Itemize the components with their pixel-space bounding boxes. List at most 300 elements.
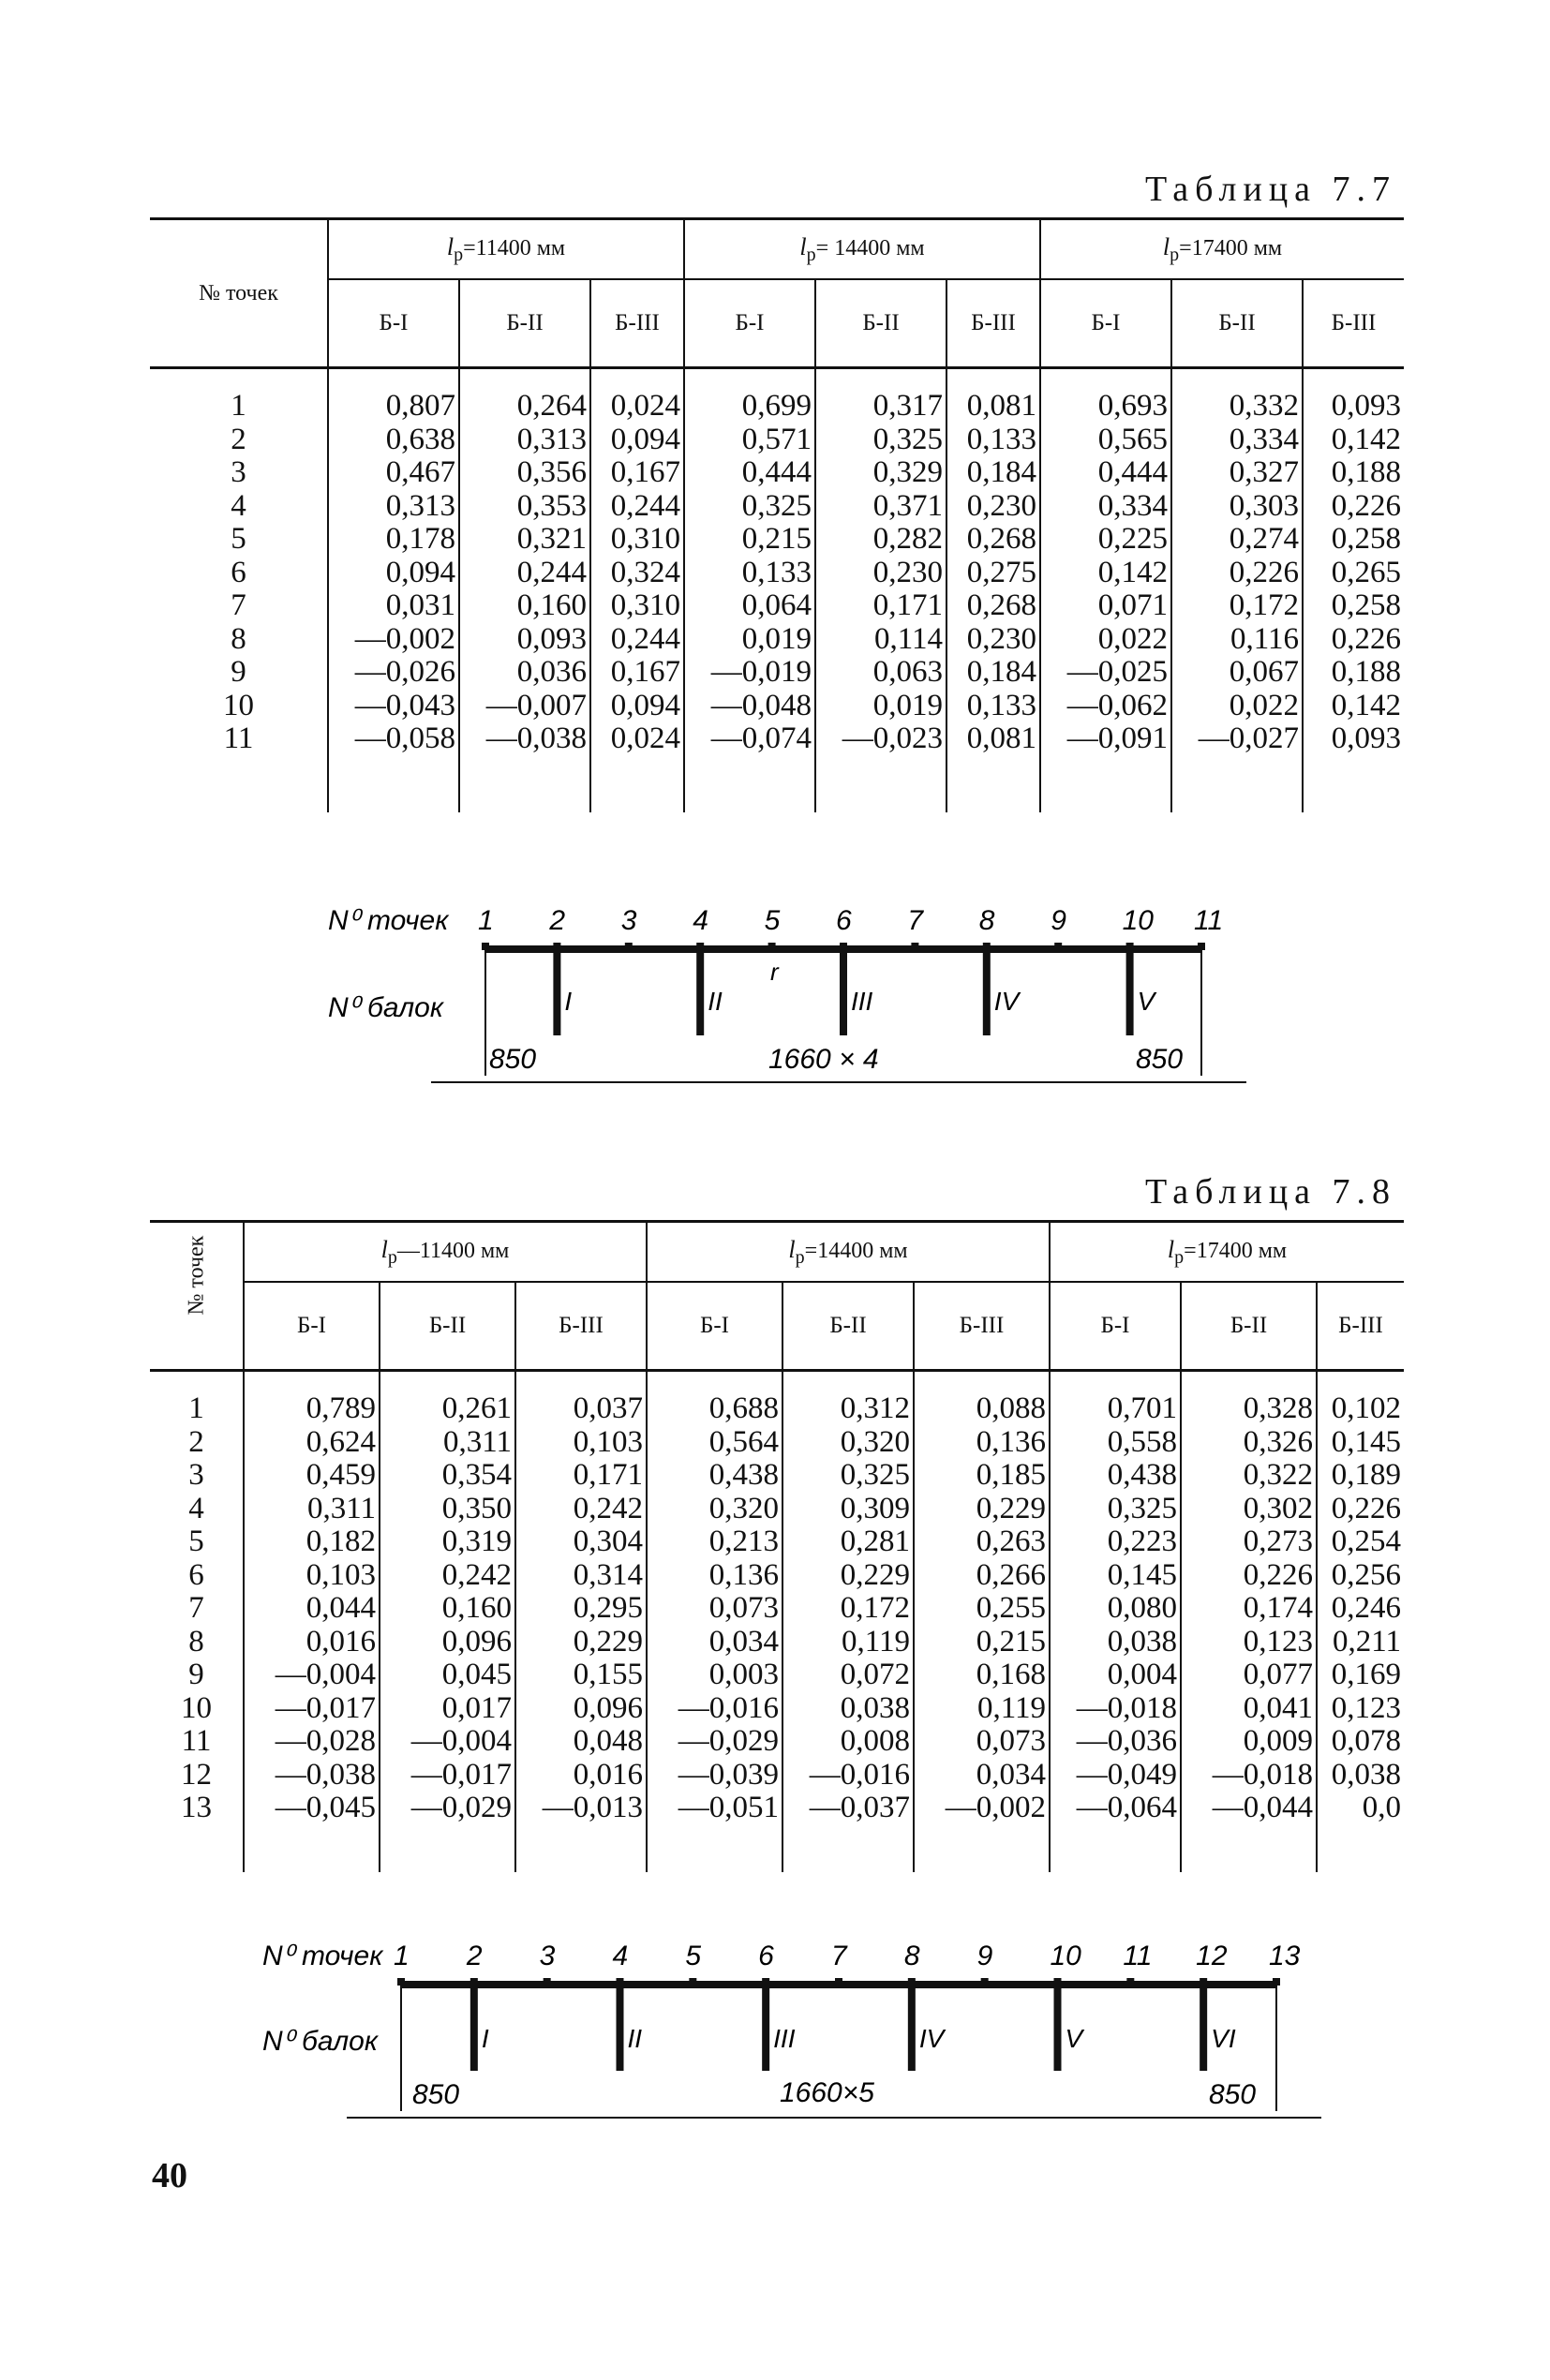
value-cell: 0,160 (380, 1592, 515, 1626)
value-cell: 0,022 (1040, 623, 1171, 657)
spacer-cell (914, 1825, 1050, 1872)
value-cell: 0,174 (1181, 1592, 1317, 1626)
group-rest: =14400 мм (804, 1238, 908, 1263)
point-number-cell: 12 (181, 1757, 212, 1792)
column-header: Б-III (1317, 1282, 1404, 1371)
table-7-8 (150, 1220, 1404, 1872)
table-row (150, 623, 1404, 657)
value-cell: 0,184 (946, 456, 1040, 490)
value-cell: 0,256 (1317, 1559, 1404, 1593)
beam (617, 1985, 624, 2071)
value-cell: 0,155 (515, 1659, 647, 1692)
value-cell: —0,064 (1050, 1792, 1181, 1825)
beams-label: N⁰ балок (262, 2026, 379, 2057)
group-sub: р (795, 1246, 805, 1268)
spacer-cell (1181, 1825, 1317, 1872)
value-cell: 0,304 (515, 1525, 647, 1559)
value-cell: 0,024 (590, 722, 684, 756)
value-cell: 0,263 (914, 1525, 1050, 1559)
group-l: l (788, 1235, 796, 1263)
value-cell: —0,019 (684, 656, 815, 690)
value-cell: 0,350 (380, 1493, 515, 1526)
value-cell: —0,038 (459, 722, 590, 756)
value-cell: 0,230 (946, 623, 1040, 657)
value-cell: 0,071 (1040, 589, 1171, 623)
value-cell: 0,295 (515, 1592, 647, 1626)
beam-diagram-7-7-svg (281, 890, 1312, 1106)
spacer-cell (946, 756, 1040, 812)
point-label: 2 (549, 905, 566, 936)
point-label: 3 (620, 905, 637, 936)
value-cell: 0,116 (1171, 623, 1303, 657)
value-cell: —0,044 (1181, 1792, 1317, 1825)
value-cell: —0,017 (380, 1759, 515, 1792)
column-header: Б-I (1050, 1282, 1181, 1371)
value-cell: 0,444 (684, 456, 815, 490)
value-cell: 0,189 (1317, 1459, 1404, 1493)
spacer-cell (459, 756, 590, 812)
table-row (150, 1426, 1404, 1460)
value-cell: 0,313 (328, 490, 459, 524)
row-header (150, 1222, 244, 1371)
value-cell: 0,325 (815, 424, 946, 457)
value-cell: 0,024 (590, 368, 684, 424)
value-cell: —0,016 (782, 1759, 914, 1792)
value-cell: —0,026 (328, 656, 459, 690)
value-cell: 0,319 (380, 1525, 515, 1559)
row-header: № точек (150, 219, 328, 368)
column-header: Б-II (380, 1282, 515, 1371)
group-l: l (446, 232, 455, 260)
table-row (150, 1725, 1404, 1759)
value-cell: 0,096 (515, 1692, 647, 1726)
value-cell: 0,080 (1050, 1592, 1181, 1626)
deck-mark: r (770, 958, 779, 986)
point-number-cell: 4 (231, 488, 246, 523)
value-cell: 0,226 (1317, 1493, 1404, 1526)
point-label: 1 (478, 905, 494, 936)
value-cell: —0,016 (647, 1692, 782, 1726)
value-cell: 0,073 (647, 1592, 782, 1626)
beam (1200, 1985, 1207, 2071)
value-cell: 0,226 (1303, 490, 1404, 524)
value-cell: —0,002 (328, 623, 459, 657)
value-cell: 0,160 (459, 589, 590, 623)
value-cell: 0,211 (1317, 1626, 1404, 1659)
beam-label: V (1137, 987, 1155, 1016)
table-row (150, 1371, 1404, 1426)
dim-right: 850 (1136, 1044, 1184, 1075)
value-cell: —0,062 (1040, 690, 1171, 723)
group-sub: р (1174, 1246, 1185, 1268)
value-cell: 0,038 (782, 1692, 914, 1726)
value-cell: 0,045 (380, 1659, 515, 1692)
value-cell: —0,023 (815, 722, 946, 756)
point-label: 12 (1196, 1941, 1228, 1971)
value-cell: 0,229 (782, 1559, 914, 1593)
beam-diagram-7-8 (253, 1926, 1359, 2146)
point-number-cell: 2 (231, 422, 246, 456)
value-cell: —0,043 (328, 690, 459, 723)
column-header: Б-I (328, 279, 459, 368)
dim-middle: 1660 × 4 (768, 1044, 879, 1075)
column-header: Б-III (946, 279, 1040, 368)
value-cell: —0,029 (380, 1792, 515, 1825)
value-cell: 0,789 (244, 1371, 380, 1426)
value-cell: 0,264 (459, 368, 590, 424)
value-cell: 0,688 (647, 1371, 782, 1426)
value-cell: —0,007 (459, 690, 590, 723)
spacer-cell (782, 1825, 914, 1872)
table-row (150, 424, 1404, 457)
value-cell: 0,072 (782, 1659, 914, 1692)
spacer-cell (150, 756, 328, 812)
point-number-cell: 7 (231, 588, 246, 622)
value-cell: 0,244 (590, 623, 684, 657)
value-cell: 0,313 (459, 424, 590, 457)
value-cell: 0,244 (459, 557, 590, 590)
spacer-cell (328, 756, 459, 812)
value-cell: 0,310 (590, 523, 684, 557)
value-cell: —0,004 (380, 1725, 515, 1759)
value-cell: 0,038 (1050, 1626, 1181, 1659)
point-label: 3 (539, 1941, 556, 1971)
value-cell: 0,008 (782, 1725, 914, 1759)
value-cell: 0,322 (1181, 1459, 1317, 1493)
value-cell: —0,013 (515, 1792, 647, 1825)
value-cell: 0,019 (684, 623, 815, 657)
value-cell: 0,274 (1171, 523, 1303, 557)
point-label: 7 (907, 905, 924, 936)
table-7-7-caption: Таблица 7.7 (1145, 170, 1397, 209)
value-cell: 0,226 (1171, 557, 1303, 590)
table-row (150, 557, 1404, 590)
value-cell: 0,281 (782, 1525, 914, 1559)
point-number-cell: 9 (231, 655, 246, 689)
value-cell: 0,142 (1303, 424, 1404, 457)
dim-middle: 1660×5 (780, 2077, 874, 2108)
group-rest: —11400 мм (396, 1238, 510, 1263)
table-row (150, 1459, 1404, 1493)
beam-label: II (627, 2024, 643, 2053)
value-cell: 0,037 (515, 1371, 647, 1426)
point-number-cell: 6 (188, 1557, 204, 1592)
value-cell: 0,558 (1050, 1426, 1181, 1460)
value-cell: 0,073 (914, 1725, 1050, 1759)
column-header: Б-I (647, 1282, 782, 1371)
group-header (684, 219, 1040, 280)
value-cell: 0,699 (684, 368, 815, 424)
column-header: Б-III (590, 279, 684, 368)
point-number-cell: 3 (231, 455, 246, 489)
table-row (150, 1759, 1404, 1792)
value-cell: 0,133 (946, 690, 1040, 723)
point-number-cell: 9 (188, 1658, 204, 1691)
value-cell: 0,311 (380, 1426, 515, 1460)
value-cell: 0,016 (244, 1626, 380, 1659)
value-cell: —0,004 (244, 1659, 380, 1692)
value-cell: 0,094 (328, 557, 459, 590)
value-cell: 0,258 (1303, 589, 1404, 623)
beam (983, 949, 991, 1035)
value-cell: 0,172 (782, 1592, 914, 1626)
group-header (1050, 1222, 1404, 1283)
value-cell: —0,018 (1050, 1692, 1181, 1726)
column-header: Б-III (914, 1282, 1050, 1371)
dim-right: 850 (1209, 2079, 1257, 2110)
dim-left: 850 (489, 1044, 537, 1075)
value-cell: 0,459 (244, 1459, 380, 1493)
value-cell: 0,038 (1317, 1759, 1404, 1792)
point-label: 13 (1269, 1941, 1301, 1971)
table-row (150, 456, 1404, 490)
group-l: l (1167, 1235, 1175, 1263)
group-header (328, 219, 684, 280)
value-cell: 0,067 (1171, 656, 1303, 690)
value-cell: 0,303 (1171, 490, 1303, 524)
group-l: l (799, 232, 807, 260)
value-cell: 0,048 (515, 1725, 647, 1759)
value-cell: 0,438 (647, 1459, 782, 1493)
value-cell: 0,182 (244, 1525, 380, 1559)
value-cell: —0,025 (1040, 656, 1171, 690)
value-cell: 0,093 (1303, 722, 1404, 756)
table-row (150, 1626, 1404, 1659)
point-number-cell: 11 (223, 721, 254, 755)
point-number-cell: 5 (188, 1525, 204, 1558)
value-cell: 0,328 (1181, 1371, 1317, 1426)
value-cell: 0,114 (815, 623, 946, 657)
table-row (150, 1792, 1404, 1825)
group-rest: = 14400 мм (815, 235, 925, 260)
value-cell: 0,003 (647, 1659, 782, 1692)
value-cell: 0,226 (1303, 623, 1404, 657)
column-header: Б-II (815, 279, 946, 368)
value-cell: 0,171 (815, 589, 946, 623)
row-header-text: № точек (184, 1235, 208, 1315)
value-cell: 0,167 (590, 456, 684, 490)
value-cell: 0,230 (946, 490, 1040, 524)
value-cell: 0,119 (914, 1692, 1050, 1726)
spacer-cell (1171, 756, 1303, 812)
value-cell: —0,036 (1050, 1725, 1181, 1759)
value-cell: 0,041 (1181, 1692, 1317, 1726)
table-row (150, 1659, 1404, 1692)
group-sub: р (454, 244, 464, 265)
beam-label: I (481, 2024, 489, 2053)
value-cell: 0,142 (1303, 690, 1404, 723)
value-cell: 0,564 (647, 1426, 782, 1460)
point-label: 10 (1050, 1941, 1081, 1971)
value-cell: 0,078 (1317, 1725, 1404, 1759)
value-cell: 0,265 (1303, 557, 1404, 590)
table-row (150, 1525, 1404, 1559)
table-row (150, 690, 1404, 723)
group-rest: =17400 мм (1184, 1238, 1288, 1263)
group-sub: р (1170, 244, 1180, 265)
value-cell: 0,102 (1317, 1371, 1404, 1426)
value-cell: 0,565 (1040, 424, 1171, 457)
point-label: 6 (836, 905, 852, 936)
value-cell: 0,136 (647, 1559, 782, 1593)
value-cell: 0,103 (515, 1426, 647, 1460)
value-cell: 0,215 (684, 523, 815, 557)
column-header: Б-I (244, 1282, 380, 1371)
value-cell: 0,320 (782, 1426, 914, 1460)
beam-diagram-7-8-svg (253, 1926, 1359, 2141)
value-cell: 0,354 (380, 1459, 515, 1493)
value-cell: 0,171 (515, 1459, 647, 1493)
point-number-cell: 4 (188, 1491, 204, 1525)
table-row (150, 523, 1404, 557)
value-cell: —0,048 (684, 690, 815, 723)
beam (1054, 1985, 1062, 2071)
value-cell: 0,145 (1050, 1559, 1181, 1593)
value-cell: 0,230 (815, 557, 946, 590)
value-cell: 0,022 (1171, 690, 1303, 723)
value-cell: 0,320 (647, 1493, 782, 1526)
point-label: 11 (1123, 1941, 1153, 1971)
point-label: 9 (1051, 905, 1066, 936)
group-sub: р (387, 1246, 397, 1268)
spacer-cell (684, 756, 815, 812)
value-cell: 0,184 (946, 656, 1040, 690)
value-cell: 0,326 (1181, 1426, 1317, 1460)
beams-label: N⁰ балок (328, 992, 444, 1023)
column-header: Б-I (684, 279, 815, 368)
group-rest: =17400 мм (1179, 235, 1283, 260)
value-cell: 0,282 (815, 523, 946, 557)
value-cell: —0,039 (647, 1759, 782, 1792)
spacer-cell (647, 1825, 782, 1872)
value-cell: 0,223 (1050, 1525, 1181, 1559)
table-row (150, 589, 1404, 623)
table-row (150, 722, 1404, 756)
beam (908, 1985, 916, 2071)
spacer-cell (590, 756, 684, 812)
value-cell: 0,064 (684, 589, 815, 623)
value-cell: 0,467 (328, 456, 459, 490)
value-cell: 0,103 (244, 1559, 380, 1593)
point-number-cell: 3 (188, 1458, 204, 1492)
point-number-cell: 8 (188, 1624, 204, 1659)
value-cell: 0,332 (1171, 368, 1303, 424)
beam-label: IV (993, 987, 1020, 1016)
value-cell: 0,188 (1303, 456, 1404, 490)
beam-label: III (851, 987, 873, 1016)
column-header: Б-I (1040, 279, 1171, 368)
value-cell: —0,028 (244, 1725, 380, 1759)
value-cell: 0,081 (946, 722, 1040, 756)
point-number-cell: 13 (181, 1791, 212, 1824)
point-label: 10 (1122, 905, 1154, 936)
value-cell: —0,002 (914, 1792, 1050, 1825)
spacer-cell (150, 1825, 244, 1872)
value-cell: 0,438 (1050, 1459, 1181, 1493)
value-cell: 0,229 (515, 1626, 647, 1659)
table-row (150, 1559, 1404, 1593)
point-label: 9 (976, 1941, 993, 1971)
beam-label: III (773, 2024, 796, 2053)
point-label: 2 (466, 1941, 483, 1971)
value-cell: 0,019 (815, 690, 946, 723)
column-header: Б-II (1171, 279, 1303, 368)
point-number-cell: 7 (188, 1591, 204, 1625)
point-label: 5 (685, 1941, 702, 1971)
value-cell: —0,074 (684, 722, 815, 756)
value-cell: 0,334 (1171, 424, 1303, 457)
value-cell: 0,009 (1181, 1725, 1317, 1759)
value-cell: 0,327 (1171, 456, 1303, 490)
value-cell: 0,312 (782, 1371, 914, 1426)
point-label: 4 (693, 905, 708, 936)
table-row (150, 1692, 1404, 1726)
value-cell: 0,0 (1317, 1792, 1404, 1825)
value-cell: —0,091 (1040, 722, 1171, 756)
value-cell: 0,244 (590, 490, 684, 524)
value-cell: 0,314 (515, 1559, 647, 1593)
group-header (1040, 219, 1404, 280)
value-cell: 0,266 (914, 1559, 1050, 1593)
value-cell: 0,188 (1303, 656, 1404, 690)
point-label: 8 (978, 905, 995, 936)
group-sub: р (806, 244, 816, 265)
beam (840, 949, 847, 1035)
value-cell: 0,229 (914, 1493, 1050, 1526)
value-cell: 0,311 (244, 1493, 380, 1526)
value-cell: —0,045 (244, 1792, 380, 1825)
value-cell: —0,058 (328, 722, 459, 756)
spacer-cell (244, 1825, 380, 1872)
value-cell: 0,701 (1050, 1371, 1181, 1426)
spacer-cell (1317, 1825, 1404, 1872)
value-cell: 0,246 (1317, 1592, 1404, 1626)
point-number-cell: 10 (223, 688, 254, 722)
value-cell: 0,444 (1040, 456, 1171, 490)
value-cell: 0,016 (515, 1759, 647, 1792)
point-number-cell: 6 (231, 555, 246, 589)
value-cell: 0,167 (590, 656, 684, 690)
value-cell: 0,172 (1171, 589, 1303, 623)
value-cell: 0,334 (1040, 490, 1171, 524)
value-cell: 0,321 (459, 523, 590, 557)
point-number-cell: 8 (231, 621, 246, 656)
point-number-cell: 1 (188, 1391, 204, 1425)
value-cell: 0,309 (782, 1493, 914, 1526)
beam (553, 949, 560, 1035)
value-cell: 0,261 (380, 1371, 515, 1426)
beam-label: V (1065, 2024, 1083, 2053)
value-cell: 0,119 (782, 1626, 914, 1659)
value-cell: 0,081 (946, 368, 1040, 424)
group-header (647, 1222, 1050, 1283)
spacer-cell (515, 1825, 647, 1872)
spacer-cell (815, 756, 946, 812)
table-row (150, 656, 1404, 690)
value-cell: 0,178 (328, 523, 459, 557)
value-cell: 0,145 (1317, 1426, 1404, 1460)
point-number-cell: 1 (231, 389, 246, 423)
value-cell: 0,094 (590, 424, 684, 457)
value-cell: —0,017 (244, 1692, 380, 1726)
beam-diagram-7-7 (281, 890, 1312, 1110)
spacer-cell (1303, 756, 1404, 812)
spacer-cell (1040, 756, 1171, 812)
value-cell: 0,094 (590, 690, 684, 723)
value-cell: 0,093 (1303, 368, 1404, 424)
table-bottom-spacer (150, 1825, 1404, 1872)
point-label: 4 (612, 1941, 629, 1971)
